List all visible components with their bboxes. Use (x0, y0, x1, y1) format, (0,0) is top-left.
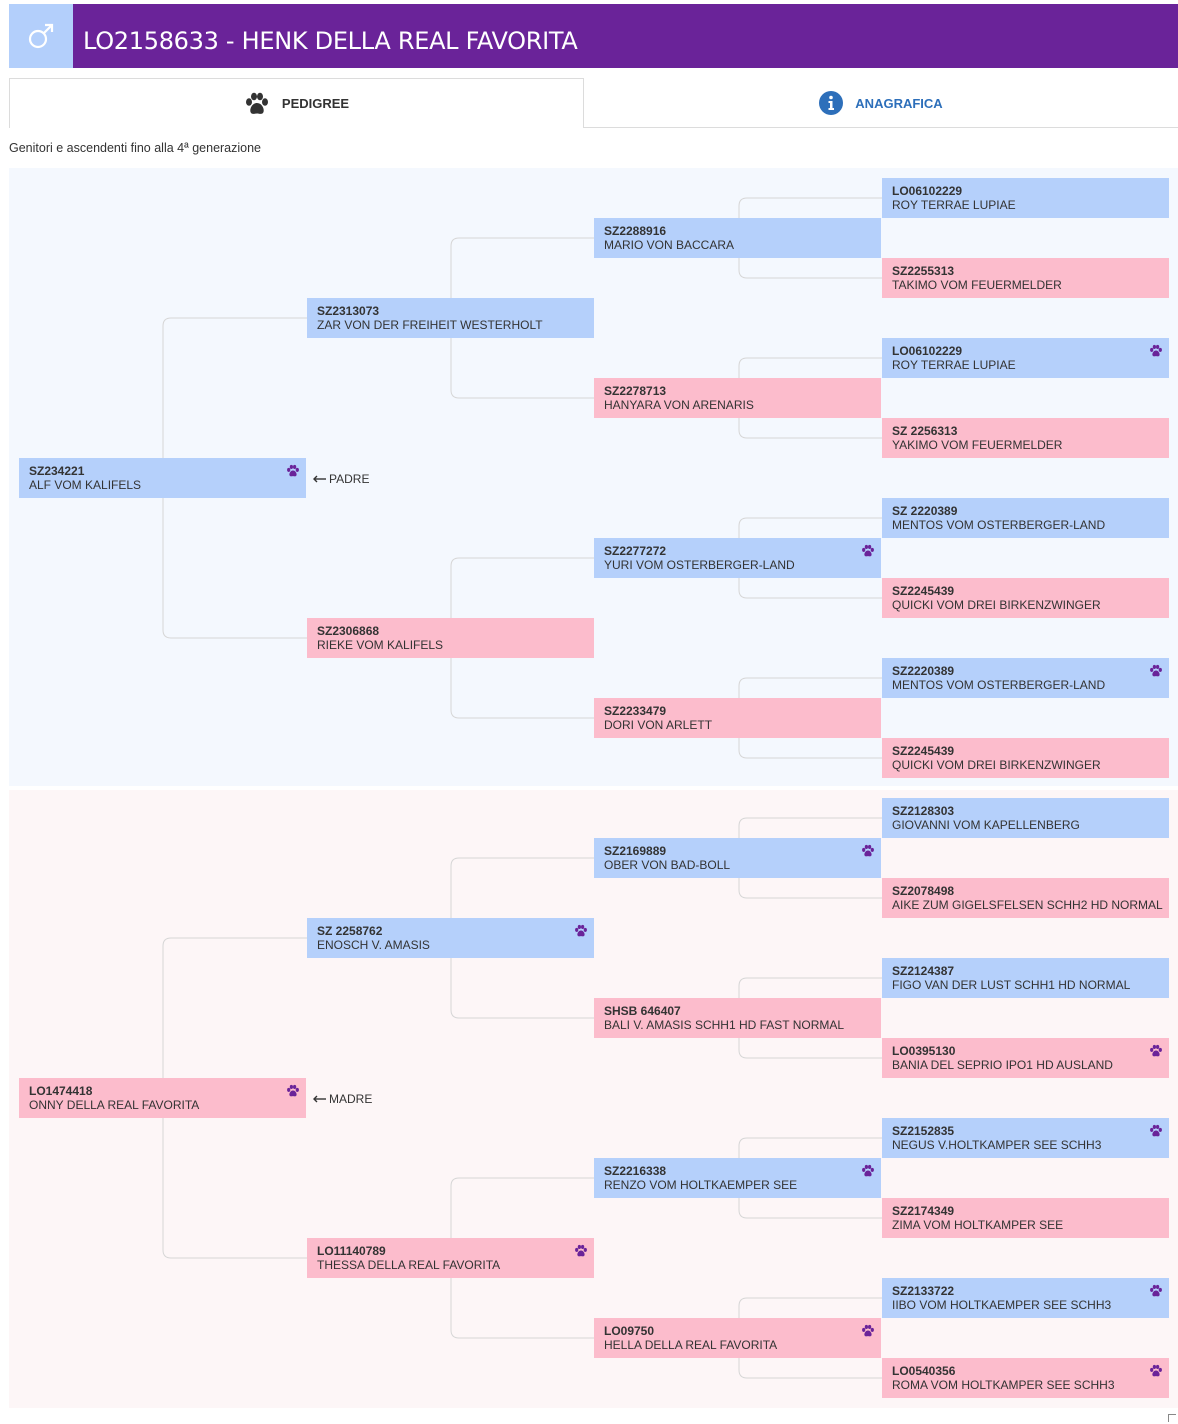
dog-name: ALF VOM KALIFELS (29, 478, 142, 492)
madre-label (312, 1092, 372, 1106)
dog-registration-code: LO0540356 (892, 1364, 956, 1378)
dog-registration-code: SZ2220389 (892, 664, 955, 678)
paw-icon[interactable] (861, 1164, 875, 1178)
dog-registration-code: SZ2133722 (892, 1284, 955, 1298)
dog-name: IIBO VOM HOLTKAEMPER SEE SCHH3 (892, 1298, 1112, 1312)
dog-name: YAKIMO VOM FEUERMELDER (892, 438, 1063, 452)
pedigree-dog-box[interactable] (882, 1358, 1169, 1398)
paw-icon[interactable] (861, 1324, 875, 1338)
dog-name: MENTOS VOM OSTERBERGER-LAND (892, 678, 1106, 692)
pedigree-dog-box[interactable] (594, 538, 881, 578)
madre-label-text: MADRE (329, 1092, 373, 1106)
dog-name: NEGUS V.HOLTKAMPER SEE SCHH3 (892, 1138, 1102, 1152)
dog-name: OBER VON BAD-BOLL (604, 858, 731, 872)
male-symbol-icon (9, 4, 73, 68)
tab-pedigree-label: PEDIGREE (281, 96, 350, 111)
pedigree-dog-box[interactable] (594, 998, 881, 1038)
dog-registration-code: SZ2174349 (892, 1204, 955, 1218)
dog-name: ROY TERRAE LUPIAE (892, 358, 1016, 372)
paw-icon[interactable] (1149, 344, 1163, 358)
paw-icon[interactable] (861, 844, 875, 858)
dog-registration-code: SHSB 646407 (604, 1004, 681, 1018)
pedigree-dog-box[interactable] (882, 338, 1169, 378)
dog-name: RIEKE VOM KALIFELS (317, 638, 444, 652)
dog-name: FIGO VAN DER LUST SCHH1 HD NORMAL (892, 978, 1131, 992)
tab-divider (584, 127, 1178, 128)
pedigree-dog-box[interactable] (882, 578, 1169, 618)
pedigree-dog-box[interactable] (882, 738, 1169, 778)
dog-registration-code: LO06102229 (892, 344, 963, 358)
pedigree-dog-box[interactable] (594, 378, 881, 418)
pedigree-dog-box[interactable] (19, 1078, 306, 1118)
dog-name: BALI V. AMASIS SCHH1 HD FAST NORMAL (604, 1018, 845, 1032)
pedigree-dog-box[interactable] (307, 298, 594, 338)
dog-registration-code: SZ2313073 (317, 304, 380, 318)
pedigree-dog-box[interactable] (594, 698, 881, 738)
dog-name: ROY TERRAE LUPIAE (892, 198, 1016, 212)
dog-registration-code: SZ2078498 (892, 884, 955, 898)
pedigree-dog-box[interactable] (882, 418, 1169, 458)
tab-pedigree[interactable] (9, 78, 584, 128)
dog-registration-code: SZ2216338 (604, 1164, 667, 1178)
dog-name: AIKE ZUM GIGELSFELSEN SCHH2 HD NORMAL (892, 898, 1163, 912)
pedigree-dog-box[interactable] (882, 1198, 1169, 1238)
dog-name: QUICKI VOM DREI BIRKENZWINGER (892, 758, 1101, 772)
pedigree-dog-box[interactable] (882, 1038, 1169, 1078)
dog-registration-code: LO11140789 (317, 1244, 386, 1258)
dog-name: THESSA DELLA REAL FAVORITA (317, 1258, 501, 1272)
dog-name: BANIA DEL SEPRIO IPO1 HD AUSLAND (892, 1058, 1113, 1072)
paw-icon[interactable] (1149, 1284, 1163, 1298)
pedigree-dog-box[interactable] (882, 958, 1169, 998)
dog-name: HELLA DELLA REAL FAVORITA (604, 1338, 778, 1352)
dog-registration-code: SZ234221 (29, 464, 85, 478)
paw-icon[interactable] (574, 1244, 588, 1258)
dog-name: MENTOS VOM OSTERBERGER-LAND (892, 518, 1106, 532)
dog-name: DORI VON ARLETT (604, 718, 713, 732)
pedigree-dog-box[interactable] (882, 658, 1169, 698)
pedigree-subtitle: Genitori e ascendenti fino alla 4ª generazione (9, 141, 262, 155)
pedigree-dog-box[interactable] (882, 178, 1169, 218)
dog-registration-code: SZ2128303 (892, 804, 955, 818)
arrow-left-icon (312, 475, 326, 483)
dog-name: ENOSCH V. AMASIS (317, 938, 430, 952)
pedigree-dog-box[interactable] (882, 878, 1169, 918)
pedigree-dog-box[interactable] (882, 1118, 1169, 1158)
dog-name: ZIMA VOM HOLTKAMPER SEE (892, 1218, 1064, 1232)
dog-registration-code: SZ2306868 (317, 624, 380, 638)
dog-name: YURI VOM OSTERBERGER-LAND (604, 558, 795, 572)
tab-anagrafica[interactable] (584, 78, 1178, 128)
dog-registration-code: SZ2245439 (892, 584, 955, 598)
paw-icon (244, 92, 270, 116)
page-title: LO2158633 - HENK DELLA REAL FAVORITA (83, 27, 578, 55)
paw-icon[interactable] (574, 924, 588, 938)
padre-label-text: PADRE (329, 472, 370, 486)
pedigree-dog-box[interactable] (307, 618, 594, 658)
pedigree-dog-box[interactable] (594, 838, 881, 878)
paw-icon[interactable] (286, 1084, 300, 1098)
dog-name: HANYARA VON ARENARIS (604, 398, 754, 412)
pedigree-dog-box[interactable] (882, 1278, 1169, 1318)
dog-registration-code: SZ2288916 (604, 224, 667, 238)
pedigree-dog-box[interactable] (19, 458, 306, 498)
dog-name: MARIO VON BACCARA (604, 238, 735, 252)
paw-icon[interactable] (1149, 1364, 1163, 1378)
dog-registration-code: LO0395130 (892, 1044, 956, 1058)
dog-name: ROMA VOM HOLTKAMPER SEE SCHH3 (892, 1378, 1115, 1392)
paw-icon[interactable] (1149, 664, 1163, 678)
pedigree-dog-box[interactable] (307, 1238, 594, 1278)
paw-icon[interactable] (861, 544, 875, 558)
pedigree-dog-box[interactable] (882, 798, 1169, 838)
arrow-left-icon (312, 1095, 326, 1103)
pedigree-dog-box[interactable] (594, 1158, 881, 1198)
tab-anagrafica-label: ANAGRAFICA (855, 95, 943, 111)
paw-icon[interactable] (1149, 1124, 1163, 1138)
dog-registration-code: SZ2233479 (604, 704, 667, 718)
dog-name: TAKIMO VOM FEUERMELDER (892, 278, 1062, 292)
dog-registration-code: SZ 2220389 (892, 504, 958, 518)
dog-name: ONNY DELLA REAL FAVORITA (29, 1098, 200, 1112)
dog-registration-code: SZ2278713 (604, 384, 667, 398)
paw-icon[interactable] (286, 464, 300, 478)
dog-registration-code: LO09750 (604, 1324, 655, 1338)
info-icon (819, 91, 843, 115)
dog-registration-code: SZ2245439 (892, 744, 955, 758)
pedigree-dog-box[interactable] (882, 498, 1169, 538)
dog-name: RENZO VOM HOLTKAEMPER SEE (604, 1178, 798, 1192)
paw-icon[interactable] (1149, 1044, 1163, 1058)
dog-registration-code: SZ2169889 (604, 844, 667, 858)
dog-registration-code: LO06102229 (892, 184, 963, 198)
dog-name: ZAR VON DER FREIHEIT WESTERHOLT (317, 318, 543, 332)
dog-registration-code: SZ2255313 (892, 264, 955, 278)
page-header (9, 4, 1178, 68)
dog-registration-code: LO1474418 (29, 1084, 93, 1098)
dog-registration-code: SZ2124387 (892, 964, 955, 978)
pedigree-dog-box[interactable] (594, 218, 881, 258)
dog-registration-code: SZ 2256313 (892, 424, 958, 438)
padre-label (312, 472, 369, 486)
pedigree-dog-box[interactable] (882, 258, 1169, 298)
dog-registration-code: SZ2277272 (604, 544, 667, 558)
resize-corner (1168, 1414, 1176, 1422)
dog-registration-code: SZ2152835 (892, 1124, 955, 1138)
pedigree-dog-box[interactable] (307, 918, 594, 958)
pedigree-dog-box[interactable] (594, 1318, 881, 1358)
dog-name: GIOVANNI VOM KAPELLENBERG (892, 818, 1080, 832)
dog-registration-code: SZ 2258762 (317, 924, 383, 938)
dog-name: QUICKI VOM DREI BIRKENZWINGER (892, 598, 1101, 612)
